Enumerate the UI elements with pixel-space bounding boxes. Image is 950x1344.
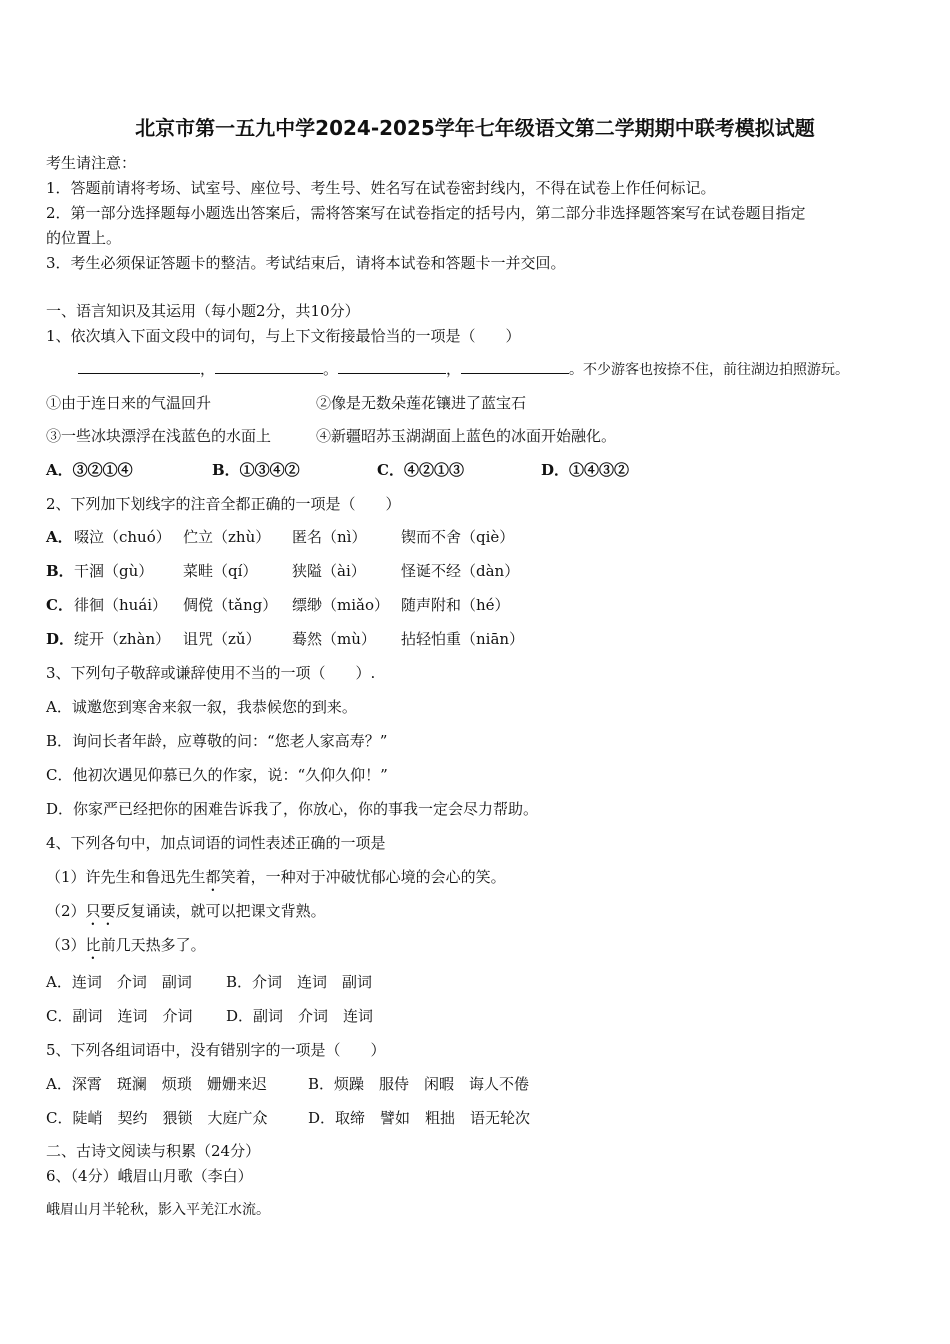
pinyin-item: 徘徊（huái）: [74, 596, 168, 614]
choice-label: B．: [46, 562, 74, 580]
pinyin-item: 啜泣（chuó）: [74, 528, 171, 546]
pinyin-item: 拈轻怕重（niān）: [401, 630, 525, 648]
sentence-option: ③一些冰块漂浮在浅蓝色的水面上: [46, 427, 272, 445]
pinyin-item: 诅咒（zǔ）: [183, 630, 261, 648]
answer-blank: [215, 359, 323, 374]
choice-d: D．①④③②: [541, 461, 630, 479]
notice-item: 的位置上。: [46, 229, 122, 247]
pinyin-item: 干涸（gù）: [74, 562, 154, 580]
choice-label: D．: [46, 630, 75, 648]
choice-c: C．陡峭 契约 猥锁 大庭广众: [46, 1109, 268, 1127]
dotted-word: 只要: [85, 902, 116, 920]
section-heading: 二、古诗文阅读与积累（24分）: [46, 1142, 261, 1160]
example-sentence: （1）许先生和鲁迅先生都笑着，一种对于冲破忧郁心境的会心的笑。: [46, 868, 506, 886]
pinyin-item: 狭隘（ài）: [292, 562, 366, 580]
choice-a: A．诚邀您到寒舍来叙一叙，我恭候您的到来。: [46, 698, 357, 716]
question-stem: 3、下列句子敬辞或谦辞使用不当的一项（ ）.: [46, 664, 376, 682]
choice-b: B．①③④②: [212, 461, 300, 479]
example-sentence: （2）只要反复诵读，就可以把课文背熟。: [46, 902, 326, 920]
answer-blank: [338, 359, 446, 374]
dotted-word: 比: [85, 936, 101, 954]
pinyin-item: 蓦然（mù）: [292, 630, 376, 648]
choice-label: A．: [46, 528, 73, 546]
notice-item: 3．考生必须保证答题卡的整洁。考试结束后，请将本试卷和答题卡一并交回。: [46, 254, 566, 272]
notice-item: 2．第一部分选择题每小题选出答案后，需将答案写在试卷指定的括号内，第二部分非选择题答案写在试卷题目指定: [46, 204, 806, 222]
question-stem: 2、下列加下划线字的注音全都正确的一项是（ ）: [46, 495, 401, 513]
choice-d: D．副词 介词 连词: [226, 1007, 374, 1025]
pinyin-item: 怪诞不经（dàn）: [401, 562, 520, 580]
choice-d: D．你家严已经把你的困难告诉我了，你放心，你的事我一定会尽力帮助。: [46, 800, 539, 818]
question-stem: 6、（4分）峨眉山月歌（李白）: [46, 1167, 253, 1185]
choice-a: A．连词 介词 副词: [46, 973, 192, 991]
fill-blank-line: ， 。 ， 。不少游客也按捺不住，前往湖边拍照游玩。: [78, 359, 849, 380]
sentence-option: ②像是无数朵莲花镶进了蓝宝石: [316, 394, 527, 412]
pinyin-item: 倜傥（tǎng）: [183, 596, 278, 614]
pinyin-item: 绽开（zhàn）: [74, 630, 171, 648]
example-sentence: （3）比前几天热多了。: [46, 936, 206, 954]
choice-d: D．取缔 譬如 粗拙 语无轮次: [308, 1109, 531, 1127]
question-stem: 1、依次填入下面文段中的词句，与上下文衔接最恰当的一项是（ ）: [46, 327, 521, 345]
answer-blank: [78, 359, 200, 374]
question-stem: 5、下列各组词语中，没有错别字的一项是（ ）: [46, 1041, 386, 1059]
section-heading: 一、语言知识及其运用（每小题2分，共10分）: [46, 302, 360, 320]
question-stem: 4、下列各句中，加点词语的词性表述正确的一项是: [46, 834, 386, 852]
choice-c: C．④②①③: [377, 461, 464, 479]
choice-a: A．深霄 斑澜 烦琐 姗姗来迟: [46, 1075, 267, 1093]
choice-a: A．③②①④: [46, 461, 133, 479]
sentence-option: ①由于连日来的气温回升: [46, 394, 212, 412]
notice-item: 1．答题前请将考场、试室号、座位号、考生号、姓名写在试卷密封线内，不得在试卷上作任何标记。: [46, 179, 716, 197]
choice-label: C．: [46, 596, 73, 614]
pinyin-item: 随声附和（hé）: [401, 596, 510, 614]
poem-line: 峨眉山月半轮秋，影入平羌江水流。: [46, 1202, 270, 1218]
choice-c: C．他初次遇见仰慕已久的作家，说：“久仰久仰！”: [46, 766, 388, 784]
dotted-word: 都: [205, 868, 221, 886]
notice-heading: 考生请注意：: [46, 154, 137, 172]
choice-b: B．烦躁 服侍 闲暇 诲人不倦: [308, 1075, 530, 1093]
page-title: 北京市第一五九中学2024-2025学年七年级语文第二学期期中联考模拟试题: [135, 116, 815, 140]
choice-b: B．介词 连词 副词: [226, 973, 373, 991]
sentence-option: ④新疆昭苏玉湖湖面上蓝色的冰面开始融化。: [316, 427, 617, 445]
pinyin-item: 伫立（zhù）: [183, 528, 271, 546]
pinyin-item: 匿名（nì）: [292, 528, 367, 546]
answer-blank: [461, 359, 569, 374]
pinyin-item: 菜畦（qí）: [183, 562, 258, 580]
choice-b: B．询问长者年龄，应尊敬的问：“您老人家高寿？”: [46, 732, 388, 750]
pinyin-item: 锲而不舍（qiè）: [401, 528, 515, 546]
pinyin-item: 缥缈（miǎo）: [292, 596, 389, 614]
choice-c: C．副词 连词 介词: [46, 1007, 193, 1025]
